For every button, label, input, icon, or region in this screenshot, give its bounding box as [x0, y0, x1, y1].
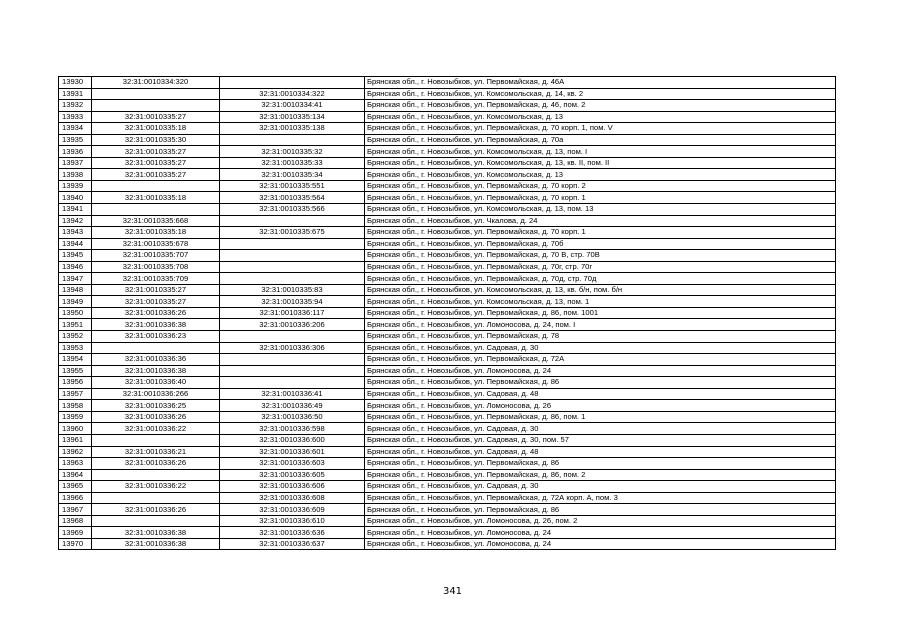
table-row [59, 538, 836, 550]
row-number-cell: 13970 [59, 538, 92, 550]
object-cadastral-cell: 32:31:0010336:600 [220, 434, 365, 446]
row-number-cell: 13963 [59, 458, 92, 470]
object-cadastral-cell: 32:31:0010336:598 [220, 423, 365, 435]
address-cell: Брянская обл., г. Новозыбков, ул. Первомайская, д. 72А [365, 354, 836, 366]
address-cell: Брянская обл., г. Новозыбков, ул. Первомайская, д. 78 [365, 331, 836, 343]
row-number-cell: 13937 [59, 157, 92, 169]
table-row [59, 238, 836, 250]
address-cell: Брянская обл., г. Новозыбков, ул. Садовая, д. 30, пом. 57 [365, 434, 836, 446]
parcel-cadastral-cell [92, 342, 220, 354]
table-row [59, 273, 836, 285]
parcel-cadastral-cell: 32:31:0010336:26 [92, 411, 220, 423]
row-number-cell: 13944 [59, 238, 92, 250]
parcel-cadastral-cell: 32:31:0010335:27 [92, 111, 220, 123]
object-cadastral-cell: 32:31:0010336:637 [220, 538, 365, 550]
address-cell: Брянская обл., г. Новозыбков, ул. Первомайская, д. 86, пом. 2 [365, 469, 836, 481]
address-cell: Брянская обл., г. Новозыбков, ул. Ломоносова, д. 26 [365, 400, 836, 412]
table-row [59, 423, 836, 435]
address-cell: Брянская обл., г. Новозыбков, ул. Комсомольская, д. 13 [365, 169, 836, 181]
table-row [59, 481, 836, 493]
table-row [59, 319, 836, 331]
address-cell: Брянская обл., г. Новозыбков, ул. Ломоносова, д. 24 [365, 365, 836, 377]
table-row [59, 77, 836, 89]
object-cadastral-cell [220, 273, 365, 285]
address-cell: Брянская обл., г. Новозыбков, ул. Садовая, д. 30 [365, 423, 836, 435]
address-cell: Брянская обл., г. Новозыбков, ул. Первомайская, д. 70 корп. 1 [365, 192, 836, 204]
address-cell: Брянская обл., г. Новозыбков, ул. Первомайская, д. 86 [365, 377, 836, 389]
table-row [59, 342, 836, 354]
table-row [59, 88, 836, 100]
table-row [59, 111, 836, 123]
table-row [59, 307, 836, 319]
object-cadastral-cell: 32:31:0010336:606 [220, 481, 365, 493]
address-cell: Брянская обл., г. Новозыбков, ул. Комсомольская, д. 13, пом. 1 [365, 296, 836, 308]
row-number-cell: 13933 [59, 111, 92, 123]
table-row [59, 365, 836, 377]
table-row [59, 377, 836, 389]
table-row [59, 169, 836, 181]
object-cadastral-cell [220, 134, 365, 146]
parcel-cadastral-cell: 32:31:0010335:27 [92, 296, 220, 308]
row-number-cell: 13965 [59, 481, 92, 493]
table-row [59, 527, 836, 539]
object-cadastral-cell: 32:31:0010335:134 [220, 111, 365, 123]
registry-table-body [59, 77, 836, 550]
table-row [59, 400, 836, 412]
address-cell: Брянская обл., г. Новозыбков, ул. Ломоносова, д. 26, пом. 2 [365, 515, 836, 527]
table-row [59, 204, 836, 216]
row-number-cell: 13943 [59, 227, 92, 239]
row-number-cell: 13953 [59, 342, 92, 354]
address-cell: Брянская обл., г. Новозыбков, ул. Садовая, д. 48 [365, 446, 836, 458]
parcel-cadastral-cell: 32:31:0010336:40 [92, 377, 220, 389]
row-number-cell: 13930 [59, 77, 92, 89]
parcel-cadastral-cell [92, 180, 220, 192]
object-cadastral-cell: 32:31:0010336:610 [220, 515, 365, 527]
table-row [59, 296, 836, 308]
address-cell: Брянская обл., г. Новозыбков, ул. Первомайская, д. 86, пом. 1001 [365, 307, 836, 319]
address-cell: Брянская обл., г. Новозыбков, ул. Первомайская, д. 72А корп. А, пом. 3 [365, 492, 836, 504]
table-row [59, 458, 836, 470]
row-number-cell: 13934 [59, 123, 92, 135]
row-number-cell: 13936 [59, 146, 92, 158]
row-number-cell: 13966 [59, 492, 92, 504]
table-row [59, 215, 836, 227]
object-cadastral-cell [220, 261, 365, 273]
parcel-cadastral-cell: 32:31:0010335:709 [92, 273, 220, 285]
object-cadastral-cell [220, 215, 365, 227]
parcel-cadastral-cell: 32:31:0010336:38 [92, 365, 220, 377]
address-cell: Брянская обл., г. Новозыбков, ул. Первомайская, д. 70а [365, 134, 836, 146]
object-cadastral-cell: 32:31:0010335:564 [220, 192, 365, 204]
object-cadastral-cell: 32:31:0010336:306 [220, 342, 365, 354]
row-number-cell: 13942 [59, 215, 92, 227]
table-row [59, 515, 836, 527]
table-row [59, 250, 836, 262]
row-number-cell: 13946 [59, 261, 92, 273]
row-number-cell: 13938 [59, 169, 92, 181]
row-number-cell: 13932 [59, 100, 92, 112]
parcel-cadastral-cell [92, 204, 220, 216]
parcel-cadastral-cell: 32:31:0010335:708 [92, 261, 220, 273]
address-cell: Брянская обл., г. Новозыбков, ул. Первомайская, д. 70б [365, 238, 836, 250]
address-cell: Брянская обл., г. Новозыбков, ул. Садовая, д. 30 [365, 481, 836, 493]
object-cadastral-cell: 32:31:0010335:34 [220, 169, 365, 181]
table-row [59, 492, 836, 504]
row-number-cell: 13961 [59, 434, 92, 446]
address-cell: Брянская обл., г. Новозыбков, ул. Первомайская, д. 86 [365, 458, 836, 470]
parcel-cadastral-cell: 32:31:0010336:22 [92, 481, 220, 493]
object-cadastral-cell: 32:31:0010336:608 [220, 492, 365, 504]
table-row [59, 469, 836, 481]
registry-table [58, 76, 836, 550]
row-number-cell: 13935 [59, 134, 92, 146]
object-cadastral-cell: 32:31:0010334:322 [220, 88, 365, 100]
object-cadastral-cell: 32:31:0010335:83 [220, 284, 365, 296]
row-number-cell: 13969 [59, 527, 92, 539]
row-number-cell: 13959 [59, 411, 92, 423]
row-number-cell: 13945 [59, 250, 92, 262]
parcel-cadastral-cell: 32:31:0010335:27 [92, 169, 220, 181]
address-cell: Брянская обл., г. Новозыбков, ул. Первомайская, д. 70 В, стр. 70В [365, 250, 836, 262]
parcel-cadastral-cell: 32:31:0010335:18 [92, 192, 220, 204]
row-number-cell: 13956 [59, 377, 92, 389]
address-cell: Брянская обл., г. Новозыбков, ул. Ломоносова, д. 24 [365, 538, 836, 550]
row-number-cell: 13951 [59, 319, 92, 331]
address-cell: Брянская обл., г. Новозыбков, ул. Первомайская, д. 86, пом. 1 [365, 411, 836, 423]
address-cell: Брянская обл., г. Новозыбков, ул. Первомайская, д. 70 корп. 1, пом. V [365, 123, 836, 135]
address-cell: Брянская обл., г. Новозыбков, ул. Первомайская, д. 86 [365, 504, 836, 516]
address-cell: Брянская обл., г. Новозыбков, ул. Комсомольская, д. 14, кв. 2 [365, 88, 836, 100]
row-number-cell: 13958 [59, 400, 92, 412]
table-row [59, 284, 836, 296]
table-row [59, 446, 836, 458]
object-cadastral-cell: 32:31:0010335:94 [220, 296, 365, 308]
object-cadastral-cell: 32:31:0010335:138 [220, 123, 365, 135]
object-cadastral-cell [220, 365, 365, 377]
object-cadastral-cell: 32:31:0010336:636 [220, 527, 365, 539]
object-cadastral-cell [220, 77, 365, 89]
object-cadastral-cell: 32:31:0010336:603 [220, 458, 365, 470]
parcel-cadastral-cell: 32:31:0010336:38 [92, 538, 220, 550]
address-cell: Брянская обл., г. Новозыбков, ул. Комсомольская, д. 13, пом. 13 [365, 204, 836, 216]
parcel-cadastral-cell [92, 434, 220, 446]
row-number-cell: 13954 [59, 354, 92, 366]
parcel-cadastral-cell [92, 469, 220, 481]
object-cadastral-cell: 32:31:0010336:50 [220, 411, 365, 423]
parcel-cadastral-cell: 32:31:0010336:25 [92, 400, 220, 412]
table-row [59, 100, 836, 112]
object-cadastral-cell: 32:31:0010334:41 [220, 100, 365, 112]
parcel-cadastral-cell: 32:31:0010335:27 [92, 284, 220, 296]
parcel-cadastral-cell: 32:31:0010336:38 [92, 527, 220, 539]
row-number-cell: 13949 [59, 296, 92, 308]
address-cell: Брянская обл., г. Новозыбков, ул. Садовая, д. 48 [365, 388, 836, 400]
row-number-cell: 13948 [59, 284, 92, 296]
object-cadastral-cell: 32:31:0010336:49 [220, 400, 365, 412]
object-cadastral-cell [220, 354, 365, 366]
row-number-cell: 13962 [59, 446, 92, 458]
parcel-cadastral-cell [92, 515, 220, 527]
parcel-cadastral-cell: 32:31:0010336:22 [92, 423, 220, 435]
object-cadastral-cell [220, 250, 365, 262]
row-number-cell: 13941 [59, 204, 92, 216]
table-row [59, 146, 836, 158]
parcel-cadastral-cell: 32:31:0010336:26 [92, 307, 220, 319]
object-cadastral-cell: 32:31:0010336:41 [220, 388, 365, 400]
object-cadastral-cell: 32:31:0010335:566 [220, 204, 365, 216]
parcel-cadastral-cell: 32:31:0010336:36 [92, 354, 220, 366]
table-row [59, 354, 836, 366]
address-cell: Брянская обл., г. Новозыбков, ул. Первомайская, д. 70 корп. 2 [365, 180, 836, 192]
row-number-cell: 13964 [59, 469, 92, 481]
parcel-cadastral-cell [92, 88, 220, 100]
row-number-cell: 13939 [59, 180, 92, 192]
address-cell: Брянская обл., г. Новозыбков, ул. Первомайская, д. 70д, стр. 70д [365, 273, 836, 285]
parcel-cadastral-cell: 32:31:0010336:26 [92, 504, 220, 516]
object-cadastral-cell [220, 331, 365, 343]
parcel-cadastral-cell [92, 100, 220, 112]
object-cadastral-cell: 32:31:0010335:33 [220, 157, 365, 169]
table-row [59, 134, 836, 146]
address-cell: Брянская обл., г. Новозыбков, ул. Ломоносова, д. 24 [365, 527, 836, 539]
object-cadastral-cell: 32:31:0010336:206 [220, 319, 365, 331]
parcel-cadastral-cell: 32:31:0010336:23 [92, 331, 220, 343]
table-row [59, 504, 836, 516]
address-cell: Брянская обл., г. Новозыбков, ул. Первомайская, д. 46, пом. 2 [365, 100, 836, 112]
row-number-cell: 13957 [59, 388, 92, 400]
parcel-cadastral-cell: 32:31:0010334:320 [92, 77, 220, 89]
object-cadastral-cell: 32:31:0010335:551 [220, 180, 365, 192]
address-cell: Брянская обл., г. Новозыбков, ул. Комсомольская, д. 13, кв. II, пом. II [365, 157, 836, 169]
row-number-cell: 13940 [59, 192, 92, 204]
object-cadastral-cell: 32:31:0010335:32 [220, 146, 365, 158]
parcel-cadastral-cell: 32:31:0010335:678 [92, 238, 220, 250]
parcel-cadastral-cell: 32:31:0010336:26 [92, 458, 220, 470]
row-number-cell: 13968 [59, 515, 92, 527]
object-cadastral-cell [220, 377, 365, 389]
table-row [59, 180, 836, 192]
parcel-cadastral-cell: 32:31:0010336:266 [92, 388, 220, 400]
object-cadastral-cell [220, 238, 365, 250]
table-row [59, 388, 836, 400]
address-cell: Брянская обл., г. Новозыбков, ул. Комсомольская, д. 13, кв. б/н, пом. б/н [365, 284, 836, 296]
object-cadastral-cell: 32:31:0010336:605 [220, 469, 365, 481]
table-row [59, 331, 836, 343]
address-cell: Брянская обл., г. Новозыбков, ул. Ломоносова, д. 24, пом. I [365, 319, 836, 331]
object-cadastral-cell: 32:31:0010336:609 [220, 504, 365, 516]
table-row [59, 192, 836, 204]
table-row [59, 227, 836, 239]
parcel-cadastral-cell: 32:31:0010335:18 [92, 123, 220, 135]
address-cell: Брянская обл., г. Новозыбков, ул. Первомайская, д. 70г, стр. 70г [365, 261, 836, 273]
table-row [59, 157, 836, 169]
object-cadastral-cell: 32:31:0010336:117 [220, 307, 365, 319]
parcel-cadastral-cell: 32:31:0010336:38 [92, 319, 220, 331]
address-cell: Брянская обл., г. Новозыбков, ул. Садовая, д. 30 [365, 342, 836, 354]
row-number-cell: 13952 [59, 331, 92, 343]
object-cadastral-cell: 32:31:0010335:675 [220, 227, 365, 239]
table-row [59, 261, 836, 273]
page-number: 341 [442, 586, 463, 597]
address-cell: Брянская обл., г. Новозыбков, ул. Первомайская, д. 70 корп. 1 [365, 227, 836, 239]
row-number-cell: 13950 [59, 307, 92, 319]
address-cell: Брянская обл., г. Новозыбков, ул. Комсомольская, д. 13 [365, 111, 836, 123]
table-row [59, 434, 836, 446]
parcel-cadastral-cell: 32:31:0010336:21 [92, 446, 220, 458]
row-number-cell: 13955 [59, 365, 92, 377]
parcel-cadastral-cell: 32:31:0010335:18 [92, 227, 220, 239]
parcel-cadastral-cell: 32:31:0010335:27 [92, 146, 220, 158]
row-number-cell: 13967 [59, 504, 92, 516]
address-cell: Брянская обл., г. Новозыбков, ул. Комсомольская, д. 13, пом. I [365, 146, 836, 158]
parcel-cadastral-cell: 32:31:0010335:668 [92, 215, 220, 227]
object-cadastral-cell: 32:31:0010336:601 [220, 446, 365, 458]
parcel-cadastral-cell: 32:31:0010335:707 [92, 250, 220, 262]
row-number-cell: 13947 [59, 273, 92, 285]
parcel-cadastral-cell: 32:31:0010335:30 [92, 134, 220, 146]
address-cell: Брянская обл., г. Новозыбков, ул. Чкалова, д. 24 [365, 215, 836, 227]
table-row [59, 411, 836, 423]
parcel-cadastral-cell [92, 492, 220, 504]
row-number-cell: 13931 [59, 88, 92, 100]
row-number-cell: 13960 [59, 423, 92, 435]
parcel-cadastral-cell: 32:31:0010335:27 [92, 157, 220, 169]
table-row [59, 123, 836, 135]
address-cell: Брянская обл., г. Новозыбков, ул. Первомайская, д. 46А [365, 77, 836, 89]
